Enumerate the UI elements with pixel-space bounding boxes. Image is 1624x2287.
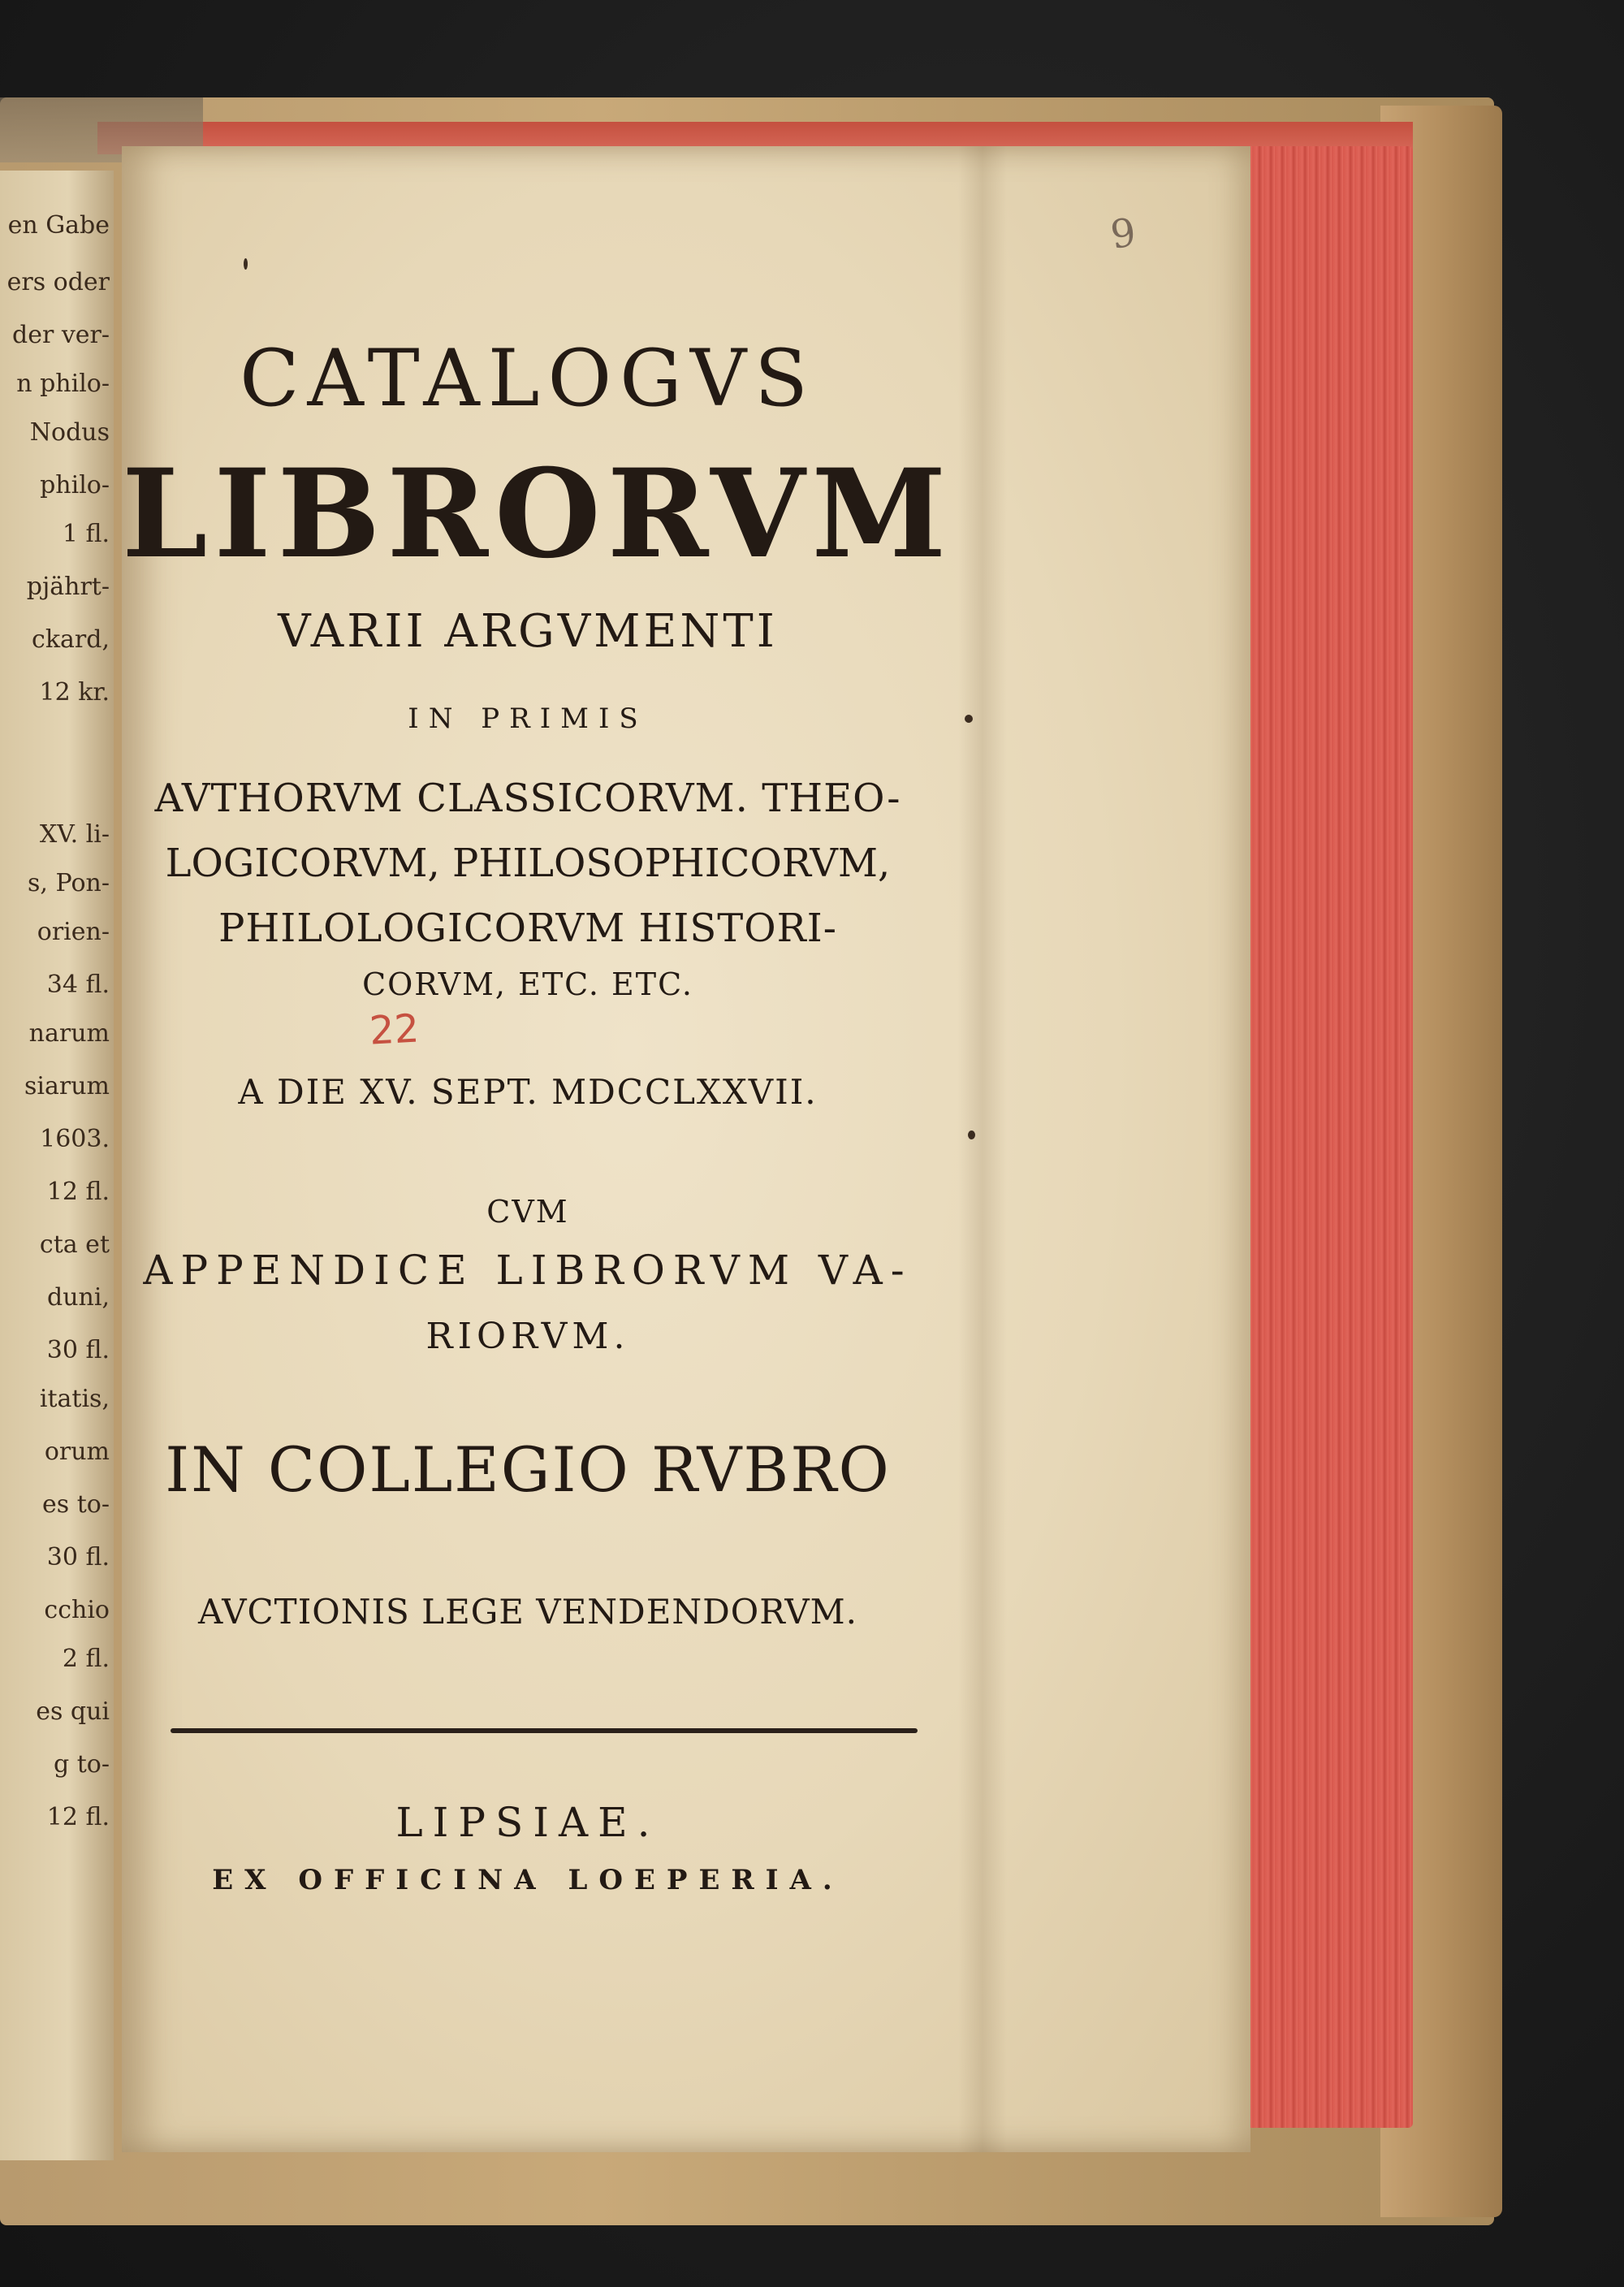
left-page-fragment: s, Pon- <box>28 869 110 897</box>
left-page-fragment: ckard, <box>32 625 110 654</box>
left-page-fragment: siarum <box>24 1072 110 1100</box>
left-page-fragment: es to- <box>42 1490 110 1519</box>
left-page-fragment: 12 kr. <box>39 678 110 707</box>
left-page-fragment: Nodus <box>29 418 110 447</box>
page-fold <box>958 146 1007 2152</box>
left-page-fragment: g to- <box>54 1750 110 1779</box>
left-page-fragment: 1 fl. <box>62 520 110 548</box>
left-page-fragment: cta et <box>39 1230 110 1259</box>
imprint-city: LIPSIAE. <box>395 1799 660 1846</box>
subtitle-line-2: LOGICORVM, PHILOSOPHICORVM, <box>165 841 891 886</box>
subtitle-line-1: AVTHORVM CLASSICORVM. THEO- <box>154 776 901 821</box>
left-page-fragment: n philo- <box>16 370 110 398</box>
left-page-fragment: 30 fl. <box>46 1543 110 1572</box>
left-page-fragment: orien- <box>37 918 110 946</box>
left-page-fragment: duni, <box>47 1283 110 1312</box>
left-page-fragment: 34 fl. <box>46 971 110 999</box>
auction-line: AVCTIONIS LEGE VENDENDORVM. <box>197 1592 858 1632</box>
left-page-fragment: narum <box>28 1019 110 1048</box>
left-page-fragment: 12 fl. <box>46 1803 110 1831</box>
imprint-printer: EX OFFICINA LOEPERIA. <box>212 1864 844 1896</box>
subtitle-line-4: CORVM, ETC. ETC. <box>362 966 693 1002</box>
subtitle-in-primis: IN PRIMIS <box>408 703 648 735</box>
pencil-mark: 9 <box>1108 210 1139 258</box>
left-page-fragment: orum <box>44 1437 110 1466</box>
left-page <box>0 171 114 2160</box>
shelfmark-annotation: 22 <box>368 1005 421 1054</box>
left-page-fragment: 30 fl. <box>46 1336 110 1364</box>
left-page-fragment: ers oder <box>6 268 110 296</box>
subtitle-varii-argumenti: VARII ARGVMENTI <box>278 605 778 658</box>
ink-spot <box>965 715 973 723</box>
date-line: A DIE XV. SEPT. MDCCLXXVII. <box>238 1072 818 1112</box>
title-librorum: LIBRORVM <box>122 443 953 586</box>
left-page-fragment: itatis, <box>39 1385 110 1413</box>
left-page-fragment: en Gabe <box>7 211 110 240</box>
left-page-fragment: 12 fl. <box>46 1178 110 1206</box>
ink-spot <box>968 1131 975 1139</box>
cum-line: CVM <box>486 1194 569 1230</box>
left-page-fragment: cchio <box>44 1596 110 1624</box>
left-page-fragment: der ver- <box>11 321 110 349</box>
left-page-fragment: 2 fl. <box>62 1645 110 1673</box>
left-page-fragment: philo- <box>40 471 110 499</box>
divider-rule <box>171 1728 918 1733</box>
appendix-line-1: APPENDICE LIBRORVM VA- <box>143 1247 913 1294</box>
place-line: IN COLLEGIO RVBRO <box>165 1433 891 1506</box>
left-page-fragment: XV. li- <box>39 820 110 849</box>
ink-spot <box>244 258 248 270</box>
left-page-fragment: es qui <box>36 1697 110 1726</box>
subtitle-line-3: PHILOLOGICORVM HISTORI- <box>218 906 837 951</box>
left-page-fragment: 1603. <box>40 1125 110 1153</box>
appendix-line-2: RIORVM. <box>425 1316 630 1357</box>
left-page-fragment: pjährt- <box>26 573 110 601</box>
title-catalogus: CATALOGVS <box>240 333 816 424</box>
